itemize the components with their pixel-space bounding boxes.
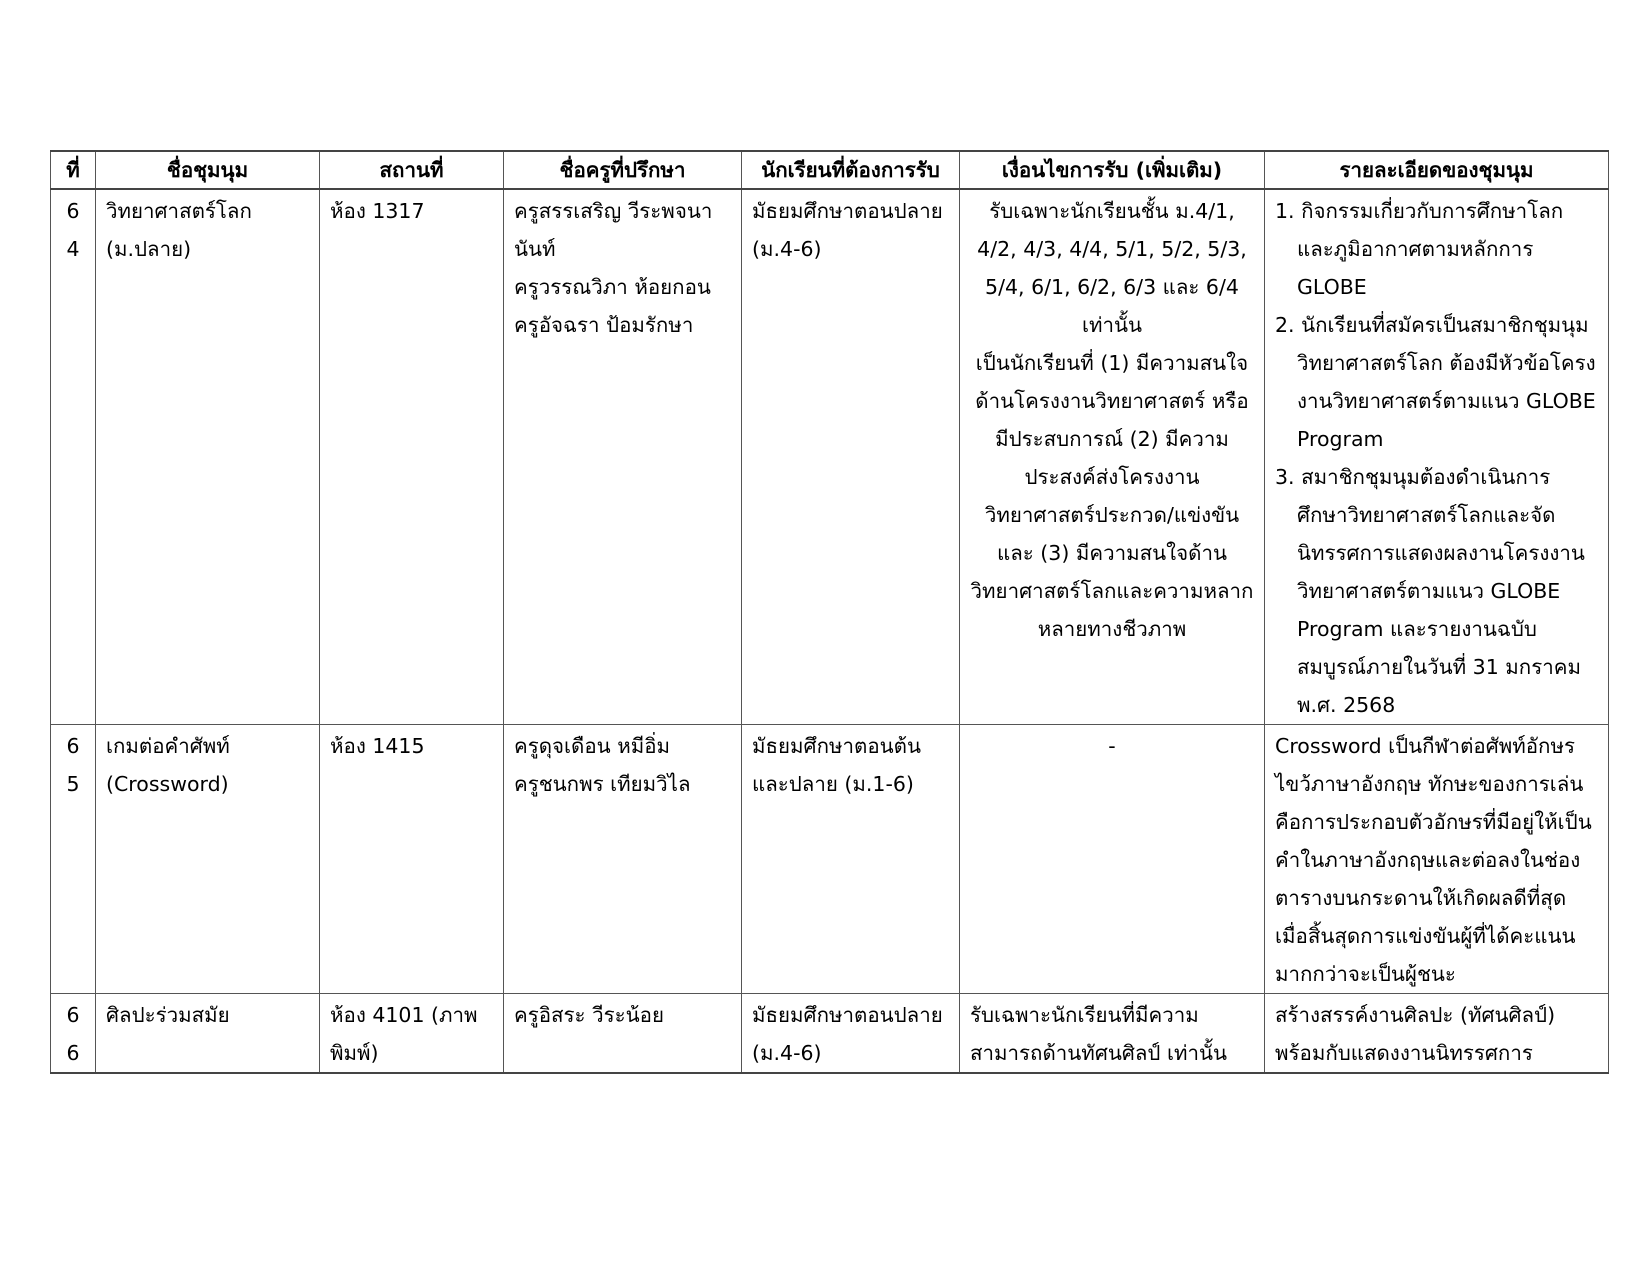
list-item: 1. กิจกรรมเกี่ยวกับการศึกษาโลกและภูมิอากาศตามหลักการ GLOBE	[1275, 199, 1564, 299]
header-row	[51, 151, 1609, 189]
table-row	[51, 189, 1609, 725]
header-no: ที่	[51, 151, 96, 189]
list-item: 3. สมาชิกชุมนุมต้องดำเนินการศึกษาวิทยาศาสตร์โลกและจัดนิทรรศการแสดงผลงานโครงงานวิทยาศาสตร์ตามแนว GLOBE Program และรายงานฉบับสมบูรณ์ภายในวันที่ 31 มกราคม พ.ศ. 2568	[1275, 465, 1585, 717]
list-item: 2. นักเรียนที่สมัครเป็นสมาชิกชุมนุมวิทยาศาสตร์โลก ต้องมีหัวข้อโครงงานวิทยาศาสตร์ตามแนว GLOBE Program	[1275, 313, 1596, 451]
cell-advisors: ครูอิสระ วีระน้อย	[504, 994, 742, 1074]
cell-location: ห้อง 1317	[320, 189, 504, 725]
condition-line: รับเฉพาะนักเรียนชั้น ม.4/1, 4/2, 4/3, 4/4, 5/1, 5/2, 5/3, 5/4, 6/1, 6/2, 6/3 และ 6/4 เท่านั้น	[977, 199, 1247, 337]
cell-details: Crossword เป็นกีฬาต่อศัพท์อักษรไขว้ภาษาอังกฤษ ทักษะของการเล่นคือการประกอบตัวอักษรที่มีอยู่ให้เป็นคำในภาษาอังกฤษและต่อลงในช่องตารางบนกระดานให้เกิดผลดีที่สุด เมื่อสิ้นสุดการแข่งขันผู้ที่ได้คะแนนมากกว่าจะเป็นผู้ชนะ	[1265, 725, 1609, 994]
cell-club-name: วิทยาศาสตร์โลก (ม.ปลาย)	[96, 189, 320, 725]
cell-conditions	[960, 189, 1265, 725]
cell-target-students: มัธยมศึกษาตอนปลาย (ม.4-6)	[742, 189, 960, 725]
cell-club-name: เกมต่อคำศัพท์ (Crossword)	[96, 725, 320, 994]
header-conditions: เงื่อนไขการรับ (เพิ่มเติม)	[960, 151, 1265, 189]
cell-club-name: ศิลปะร่วมสมัย	[96, 994, 320, 1074]
table-row	[51, 725, 1609, 994]
cell-no: 65	[51, 725, 96, 994]
header-details: รายละเอียดของชุมนุม	[1265, 151, 1609, 189]
cell-details	[1265, 189, 1609, 725]
header-location: สถานที่	[320, 151, 504, 189]
cell-location: ห้อง 4101 (ภาพพิมพ์)	[320, 994, 504, 1074]
cell-advisors: ครูดุจเดือน หมีอิ่ม ครูชนกพร เทียมวิไล	[504, 725, 742, 994]
header-advisors: ชื่อครูที่ปรึกษา	[504, 151, 742, 189]
cell-no: 64	[51, 189, 96, 725]
cell-location: ห้อง 1415	[320, 725, 504, 994]
cell-target-students: มัธยมศึกษาตอนปลาย (ม.4-6)	[742, 994, 960, 1074]
condition-line: เป็นนักเรียนที่ (1) มีความสนใจด้านโครงงานวิทยาศาสตร์ หรือมีประสบการณ์ (2) มีความประสงค์ส่งโครงงานวิทยาศาสตร์ประกวด/แข่งขัน และ (3) มีความสนใจด้านวิทยาศาสตร์โลกและความหลากหลายทางชีวภาพ	[970, 351, 1254, 641]
cell-conditions: -	[960, 725, 1265, 994]
cell-target-students: มัธยมศึกษาตอนต้นและปลาย (ม.1-6)	[742, 725, 960, 994]
header-target-students: นักเรียนที่ต้องการรับ	[742, 151, 960, 189]
cell-details: สร้างสรรค์งานศิลปะ (ทัศนศิลป์) พร้อมกับแสดงงานนิทรรศการ	[1265, 994, 1609, 1074]
header-club-name: ชื่อชุมนุม	[96, 151, 320, 189]
table-row	[51, 994, 1609, 1074]
details-list	[1275, 192, 1598, 724]
cell-advisors: ครูสรรเสริญ วีระพจนานันท์ ครูวรรณวิภา ห้อยกอน ครูอัจฉรา ป้อมรักษา	[504, 189, 742, 725]
cell-conditions: รับเฉพาะนักเรียนที่มีความสามารถด้านทัศนศิลป์ เท่านั้น	[960, 994, 1265, 1074]
club-table	[50, 150, 1609, 1074]
cell-no: 66	[51, 994, 96, 1074]
